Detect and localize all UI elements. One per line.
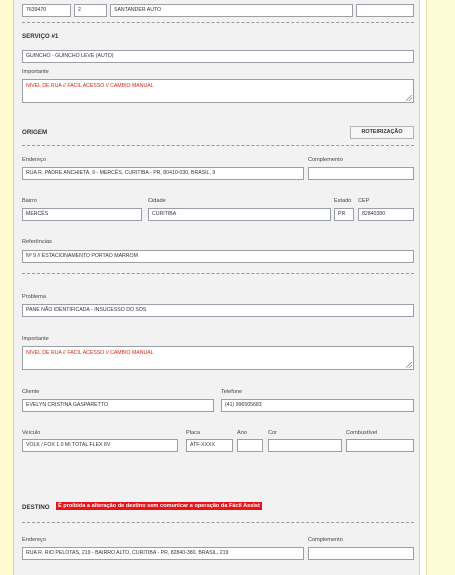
ano-label: Ano bbox=[237, 430, 247, 436]
cliente-field[interactable]: EVELYN CRISTINA GASPARETTO bbox=[22, 399, 214, 412]
top-field-extra[interactable] bbox=[356, 4, 414, 17]
cliente-label: Cliente bbox=[22, 389, 40, 395]
bairro-field[interactable]: MERCÊS bbox=[22, 208, 142, 221]
detalhes-importante-text: NIVEL DE RUA // FACIL ACESSO // CAMBIO MANUAL bbox=[26, 350, 154, 356]
origem-endereco-field[interactable]: RUA R. PADRE ANCHIETA, 9 - MERCÊS, CURITIBA - PR, 80410-030, BRASIL, 9 bbox=[22, 167, 304, 180]
destino-complemento-label: Complemento bbox=[308, 537, 343, 543]
right-side-strip bbox=[426, 0, 455, 575]
combustivel-label: Combustível bbox=[346, 430, 378, 436]
destino-warning-badge: É proibida a alteração de destino sem comunicar a operação da Fácil Assist bbox=[58, 503, 260, 509]
bairro-label: Bairro bbox=[22, 198, 37, 204]
problema-label: Problema bbox=[22, 294, 46, 300]
resize-grip-icon[interactable] bbox=[406, 95, 412, 101]
left-side-strip bbox=[0, 0, 14, 575]
section-divider bbox=[22, 22, 414, 23]
origem-endereco-label: Endereço bbox=[22, 157, 46, 163]
combustivel-field[interactable] bbox=[346, 439, 414, 452]
servico-title: SERVIÇO #1 bbox=[22, 33, 59, 40]
placa-field[interactable]: ATF-XXXX bbox=[186, 439, 233, 452]
problema-field[interactable]: PANE NÃO IDENTIFICADA - INSUCESSO DO SOS bbox=[22, 304, 414, 317]
estado-field[interactable]: PR bbox=[334, 208, 354, 221]
referencias-label: Referências bbox=[22, 239, 52, 245]
section-divider bbox=[22, 522, 414, 523]
servico-importante-label: Importante bbox=[22, 69, 49, 75]
detalhes-importante-label: Importante bbox=[22, 336, 49, 342]
resize-grip-icon[interactable] bbox=[406, 362, 412, 368]
veiculo-field[interactable]: VOLK / FOX 1.0 MI TOTAL FLEX 8V bbox=[22, 439, 178, 452]
cor-field[interactable] bbox=[268, 439, 342, 452]
origem-complemento-label: Complemento bbox=[308, 157, 343, 163]
detalhes-importante-textarea[interactable] bbox=[22, 346, 414, 370]
telefone-field[interactable]: (41) 996505683 bbox=[221, 399, 414, 412]
servico-importante-text: NIVEL DE RUA // FACIL ACESSO // CAMBIO MANUAL bbox=[26, 83, 154, 89]
servico-importante-textarea[interactable] bbox=[22, 79, 414, 103]
top-field-insurer[interactable]: SANTANDER AUTO bbox=[110, 4, 353, 17]
origem-title: ORIGEM bbox=[22, 129, 48, 136]
referencias-field[interactable]: Nº 9 // ESTACIONAMENTO PORTAO MARROM bbox=[22, 250, 414, 263]
placa-label: Placa bbox=[186, 430, 200, 436]
roteirizacao-button[interactable]: ROTEIRIZAÇÃO bbox=[350, 126, 414, 139]
destino-endereco-field[interactable]: RUA R. RIO PELOTAS, 219 - BAIRRO ALTO, CURITIBA - PR, 82840-380, BRASIL, 219 bbox=[22, 547, 304, 560]
veiculo-label: Veículo bbox=[22, 430, 41, 436]
service-type-field[interactable]: GUINCHO - GUINCHO LEVE (AUTO) bbox=[22, 50, 414, 63]
top-field-protocol[interactable]: 7639470 bbox=[22, 4, 71, 17]
destino-title: DESTINO bbox=[22, 504, 50, 511]
cep-field[interactable]: 82840380 bbox=[358, 208, 414, 221]
destino-endereco-label: Endereço bbox=[22, 537, 46, 543]
estado-label: Estado bbox=[334, 198, 352, 204]
cidade-label: Cidade bbox=[148, 198, 166, 204]
origem-complemento-field[interactable] bbox=[308, 167, 414, 180]
section-divider bbox=[22, 145, 414, 146]
cidade-field[interactable]: CURITIBA bbox=[148, 208, 331, 221]
cor-label: Cor bbox=[268, 430, 278, 436]
destino-complemento-field[interactable] bbox=[308, 547, 414, 560]
telefone-label: Telefone bbox=[221, 389, 243, 395]
top-field-number[interactable]: 2 bbox=[74, 4, 107, 17]
ano-field[interactable] bbox=[237, 439, 263, 452]
cep-label: CEP bbox=[358, 198, 370, 204]
section-divider bbox=[22, 273, 414, 274]
